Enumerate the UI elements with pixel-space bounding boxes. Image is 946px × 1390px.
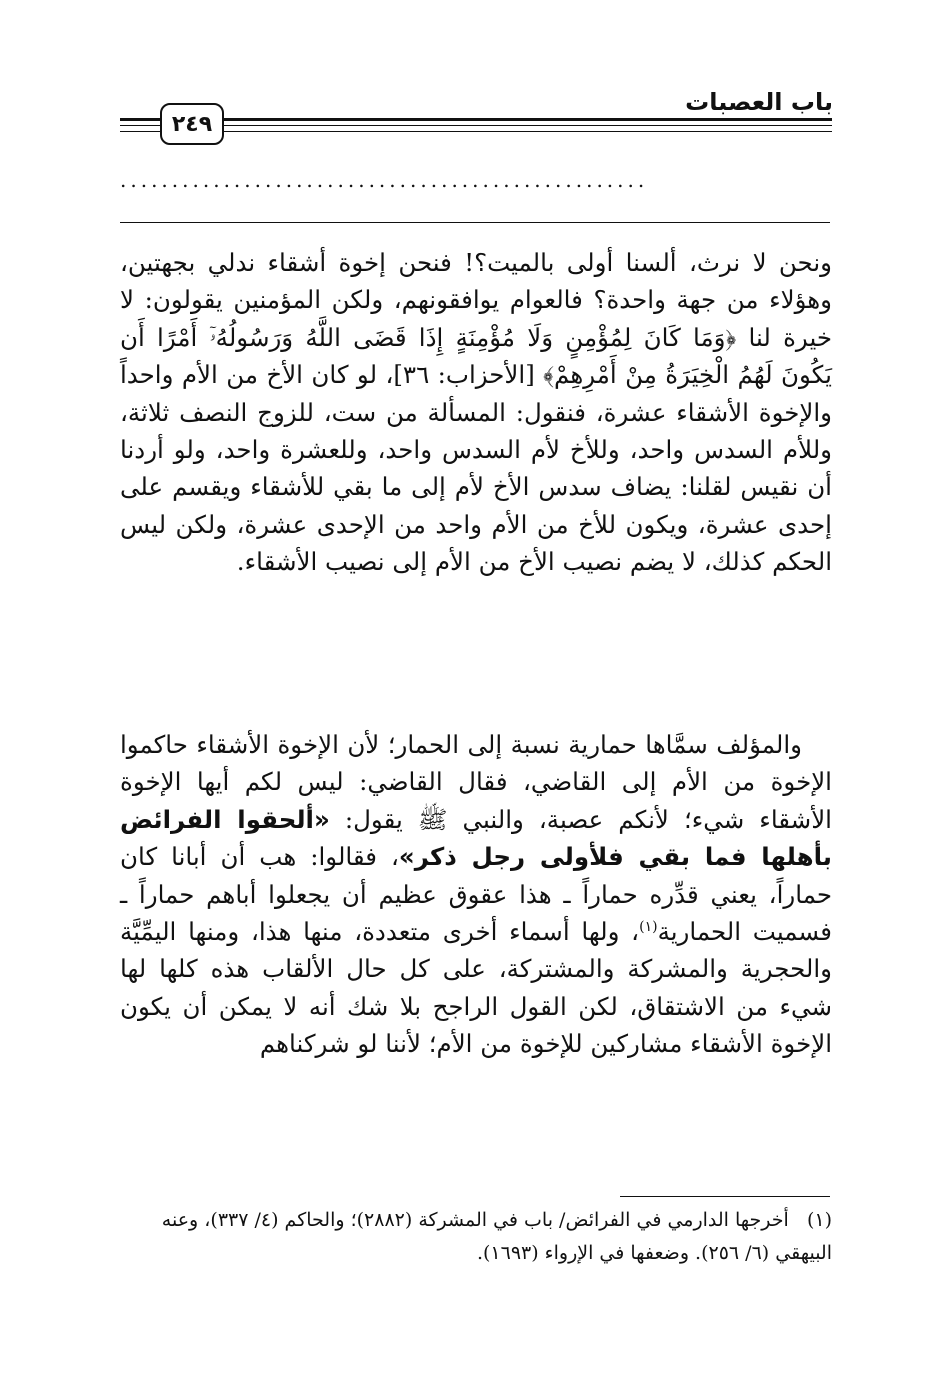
paragraph-2 — [120, 726, 832, 1063]
footnote-number: (١) — [806, 1209, 832, 1231]
separator-rule — [120, 222, 830, 223]
footnote — [120, 1204, 832, 1270]
paragraph-2-text-a: والمؤلف سمَّاها حمارية نسبة إلى الحمار؛ لأن الإخوة الأشقاء حاكموا الإخوة من الأم إلى القاضي، فقال القاضي: ليس لكم أيها الإخوة الأشقاء شيء؛ لأنكم عصبة، والنبي ﷺ يقول: — [120, 730, 832, 834]
footnote-rule — [620, 1196, 830, 1197]
quran-verse: ﴿وَمَا كَانَ لِمُؤْمِنٍ وَلَا مُؤْمِنَةٍ إِذَا قَضَى اللَّهُ وَرَسُولُهُۥٓ أَمْرًا أَن يَكُونَ لَهُمُ الْخِيَرَةُ مِنْ أَمْرِهِمْ﴾ — [120, 322, 832, 390]
paragraph-1 — [120, 244, 832, 581]
paragraph-2-text-b: ، فقالوا: هب أن أبانا كان حماراً، يعني قدِّره حماراً ـ هذا عقوق عظيم أن يجعلوا أباهم حماراً ـ فسميت الحمارية — [120, 842, 832, 947]
footnote-text: أخرجها الدارمي في الفرائض/ باب في المشركة (٢٨٨٢)؛ والحاكم (٤/ ٣٣٧)، وعنه البيهقي (٦/ ٢٥٦). وضعفها في الإرواء (١٦٩٣). — [161, 1209, 832, 1264]
hadith-quote: «ألحقوا الفرائض بأهلها فما بقي فلأولى رجل ذكر» — [120, 804, 833, 872]
chapter-title: باب العصبات — [685, 88, 833, 116]
header-rule-thick — [120, 118, 832, 121]
header-rule-thin-2 — [120, 131, 832, 132]
paragraph-1-text-a: ونحن لا نرث، ألسنا أولى بالميت؟! فنحن إخوة أشقاء ندلي بجهتين، وهؤلاء من جهة واحدة؟ فالعوام يوافقونهم، ولكن المؤمنين يقولون: لا خيرة لنا — [120, 248, 832, 352]
paragraph-1-text-b: [الأحزاب: ٣٦]، لو كان الأخ من الأم واحداً والإخوة الأشقاء عشرة، فنقول: المسألة من ست، للزوج النصف ثلاثة، وللأم السدس واحد، وللأخ لأم السدس واحد، وللعشرة واحد، ولو أردنا أن نقيس لقلنا: يضاف سدس الأخ لأم إلى ما بقي للأشقاء ويقسم على إحدى عشرة، ويكون للأخ من الأم واحد من الإحدى عشرة، ولكن ليس الحكم كذلك، لا يضم نصيب الأخ من الأم إلى نصيب الأشقاء. — [120, 360, 832, 577]
dotted-separator: ................................................... — [120, 168, 649, 192]
paragraph-2-text-c: ، ولها أسماء أخرى متعددة، منها هذا، ومنها اليمِّيَّة والحجرية والمشركة والمشتركة، على كل حال الألقاب هذه كلها لها شيء من الاشتقاق، لكن القول الراجح بلا شك أنه لا يمكن أن يكون الإخوة الأشقاء مشاركين للإخوة من الأم؛ لأننا لو شركناهم — [120, 917, 832, 1059]
footnote-reference[interactable]: (١) — [639, 918, 658, 935]
page-number: ٢٤٩ — [160, 103, 224, 145]
header-rule-thin-1 — [120, 125, 832, 126]
